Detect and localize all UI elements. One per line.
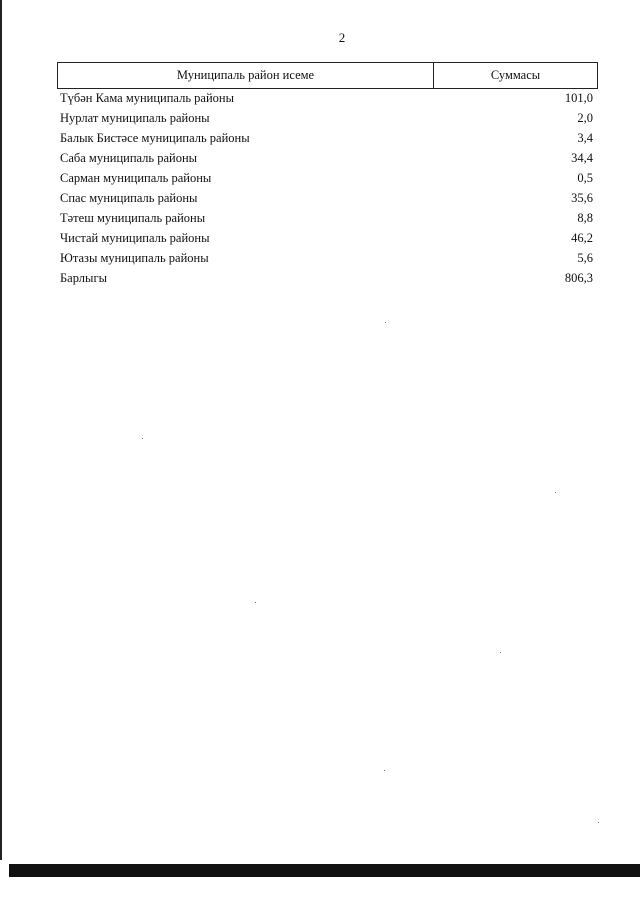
district-name: Сарман муниципаль районы xyxy=(60,171,212,185)
table-row xyxy=(60,149,593,169)
scan-bottom-edge xyxy=(9,864,640,877)
table-row xyxy=(60,89,593,109)
district-name: Чистай муниципаль районы xyxy=(60,231,210,245)
district-name: Ютазы муниципаль районы xyxy=(60,251,209,265)
table-row xyxy=(60,169,593,189)
scan-speck xyxy=(555,492,556,493)
district-sum: 101,0 xyxy=(564,91,593,105)
table-row xyxy=(60,189,593,209)
table-row xyxy=(60,229,593,249)
table-body xyxy=(60,89,593,289)
table-row xyxy=(60,209,593,229)
table-header xyxy=(57,62,598,89)
district-sum: 0,5 xyxy=(577,171,593,185)
table-row xyxy=(60,109,593,129)
table-row xyxy=(60,129,593,149)
table-row xyxy=(60,249,593,269)
table-row-total xyxy=(60,269,593,289)
total-sum: 806,3 xyxy=(564,271,593,285)
scan-speck xyxy=(384,770,385,771)
district-sum: 34,4 xyxy=(571,151,593,165)
scan-speck xyxy=(142,438,143,439)
district-sum: 8,8 xyxy=(577,211,593,225)
district-sum: 35,6 xyxy=(571,191,593,205)
header-sum: Суммасы xyxy=(490,68,541,82)
district-sum: 2,0 xyxy=(577,111,593,125)
district-name: Нурлат муниципаль районы xyxy=(60,111,210,125)
district-name: Түбән Кама муниципаль районы xyxy=(60,91,234,105)
header-district-name: Муниципаль район исеме xyxy=(58,63,434,88)
scan-speck xyxy=(255,602,256,603)
district-sum: 5,6 xyxy=(577,251,593,265)
scan-speck xyxy=(500,652,501,653)
scan-speck xyxy=(385,322,386,323)
district-name: Тәтеш муниципаль районы xyxy=(60,211,206,225)
scan-speck xyxy=(598,822,599,823)
page-number: 2 xyxy=(338,30,346,45)
district-name: Балык Бистәсе муниципаль районы xyxy=(60,131,250,145)
district-sum: 3,4 xyxy=(577,131,593,145)
district-name: Спас муниципаль районы xyxy=(60,191,198,205)
district-sum: 46,2 xyxy=(571,231,593,245)
total-label: Барлыгы xyxy=(60,271,107,285)
district-name: Саба муниципаль районы xyxy=(60,151,198,165)
scan-left-edge xyxy=(0,0,2,860)
